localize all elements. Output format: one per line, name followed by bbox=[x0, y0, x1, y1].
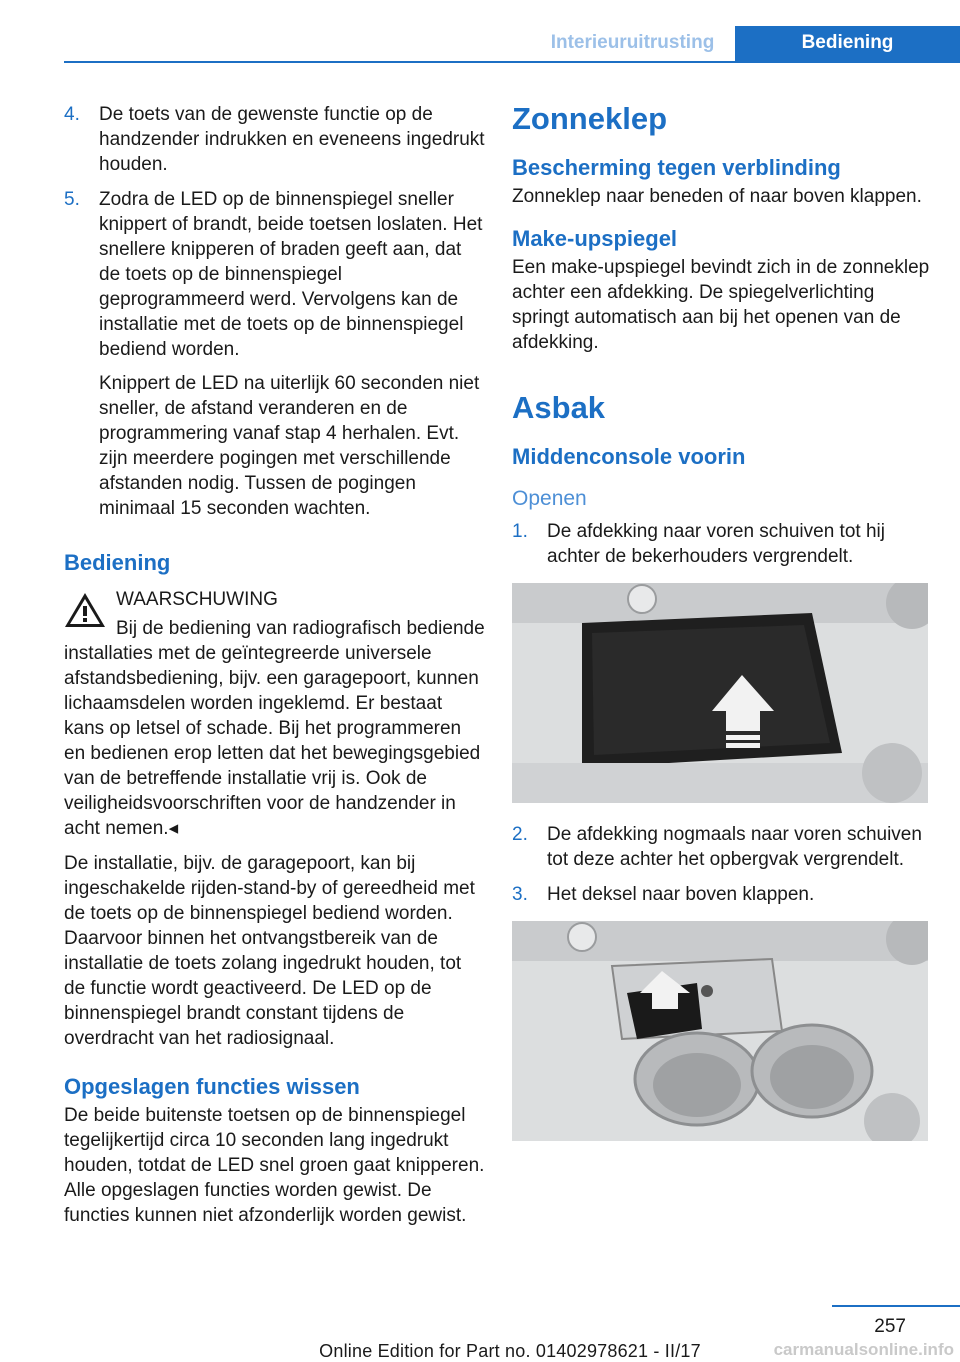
step-text: Het deksel naar boven klappen. bbox=[547, 884, 815, 905]
heading-middenconsole-voorin: Middenconsole voorin bbox=[512, 444, 746, 469]
right-column bbox=[512, 100, 930, 1146]
step-number: 4. bbox=[64, 104, 80, 125]
verblinding-text: Zonneklep naar beneden of naar boven klappen. bbox=[512, 186, 922, 207]
step-4 bbox=[64, 102, 486, 177]
footer-rule bbox=[832, 1305, 960, 1307]
step-number: 5. bbox=[64, 189, 80, 210]
watermark: carmanualsonline.info bbox=[773, 1340, 954, 1359]
step-number: 1. bbox=[512, 521, 528, 542]
step-extra-text: Knippert de LED na uiterlijk 60 seconden niet sneller, de afstand veranderen en de programmering vanaf stap 4 herhalen. Evt. zijn meerdere pogingen met verschillende afstanden nodig. Tussen de pogingen minimaal 15 seconden wachten. bbox=[99, 373, 480, 519]
warning-text bbox=[64, 616, 486, 841]
heading-make-upspiegel: Make-upspiegel bbox=[512, 226, 678, 251]
step-text: De afdekking naar voren schuiven tot hij achter de bekerhouders vergrendelt. bbox=[547, 521, 885, 567]
heading-bediening: Bediening bbox=[64, 550, 171, 575]
step-3 bbox=[512, 882, 930, 907]
tab-interieuruitrusting[interactable]: Interieuruitrusting bbox=[550, 32, 715, 53]
heading-bescherming-tegen-verblinding: Bescherming tegen verblinding bbox=[512, 155, 841, 180]
wissen-text: De beide buitenste toetsen op de binnenspiegel tegelijkertijd circa 10 seconden lang ingedrukt houden, totdat de LED snel groen gaat knipperen. Alle opgeslagen functies worden gewist. De functies kunnen niet afzonderlijk worden gewist. bbox=[64, 1105, 485, 1226]
step-number: 3. bbox=[512, 884, 528, 905]
warning-block bbox=[64, 587, 486, 841]
step-text: De afdekking nogmaals naar voren schuiven tot deze achter het opbergvak vergrendelt. bbox=[547, 824, 922, 870]
bediening-text: De installatie, bijv. de garagepoort, kan bij ingeschakelde rijden-stand-by of gereedheid met de toets op de binnenspiegel bediend worden. Daarvoor binnen het ontvangstbereik van de installatie de toets zolang ingedrukt houden, tot de functie wordt geactiveerd. De LED op de binnenspiegel brandt constant tijdens de overdracht van het radiosignaal. bbox=[64, 853, 475, 1049]
heading-openen: Openen bbox=[512, 487, 587, 510]
makeup-text: Een make-upspiegel bevindt zich in de zonneklep achter een afdekking. De spiegelverlichting springt automatisch aan bij het openen van de afdekking. bbox=[512, 257, 930, 353]
warning-icon bbox=[64, 591, 106, 629]
heading-asbak: Asbak bbox=[512, 390, 606, 425]
step-5 bbox=[64, 187, 486, 521]
heading-opgeslagen-functies-wissen: Opgeslagen functies wissen bbox=[64, 1074, 360, 1099]
step-text: De toets van de gewenste functie op de handzender indrukken en eveneens ingedrukt houden. bbox=[99, 104, 485, 175]
heading-zonneklep: Zonneklep bbox=[512, 101, 668, 136]
warning-text-body: Bij de bediening van radiografisch bediende installaties met de geïntegreerde universele afstandsbediening, bijv. een garagepoort, kunnen lichaamsdelen worden ingeklemd. Er bestaat kans op letsel of schade. Bij het programmeren en bedienen erop letten dat het bewegingsgebied van de betreffende installatie vrij is. Ook de veiligheidsvoorschriften voor de handzender in acht nemen.◂ bbox=[64, 618, 485, 839]
step-number: 2. bbox=[512, 824, 528, 845]
step-1 bbox=[512, 519, 930, 569]
tab-bediening[interactable]: Bediening bbox=[735, 26, 960, 61]
step-text: Zodra de LED op de binnenspiegel sneller knippert of brandt, beide toetsen loslaten. Het snellere knipperen of braden geeft aan, dat de toets op de binnenspiegel geprogrammeerd werd. Vervolgens kan de installatie met de toets op de binnenspiegel bediend worden. bbox=[99, 189, 483, 360]
page-number: 257 bbox=[874, 1316, 906, 1337]
photo-console-cover-closed bbox=[512, 583, 928, 803]
warning-title: WAARSCHUWING bbox=[116, 589, 278, 610]
photo-console-cover-open bbox=[512, 921, 928, 1141]
edition-text: Online Edition for Part no. 01402978621 - II/17 bbox=[319, 1341, 701, 1361]
step-2 bbox=[512, 822, 930, 872]
left-column bbox=[64, 102, 486, 1240]
header-rule bbox=[64, 61, 960, 63]
